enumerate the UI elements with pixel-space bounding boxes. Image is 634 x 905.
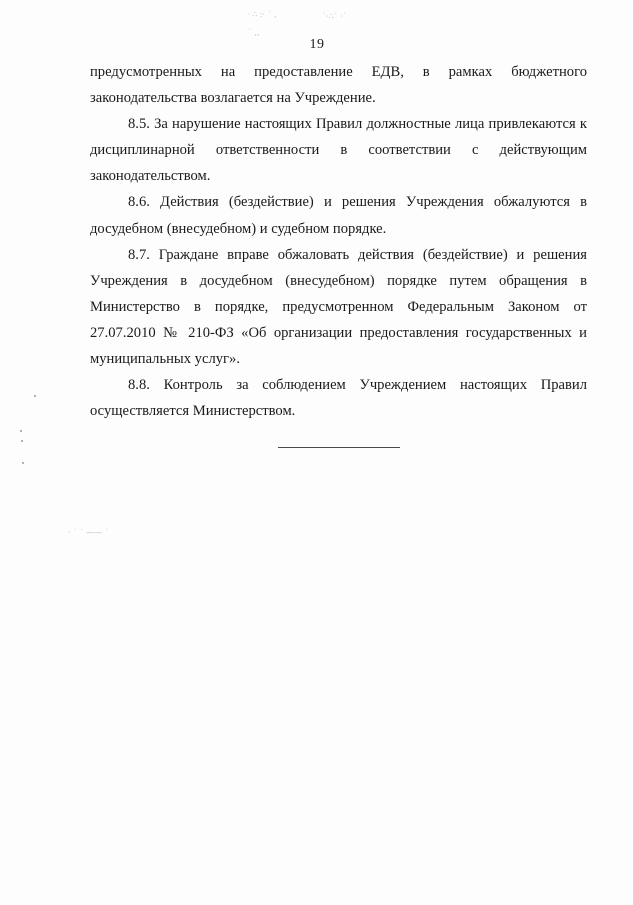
- end-divider-line: [278, 447, 400, 448]
- scan-speck: [22, 462, 24, 464]
- scan-artifact: · ˙ ˙ —— ˙: [68, 528, 109, 537]
- document-body: [90, 59, 587, 424]
- scan-artifact: ˙ ,,: [248, 28, 260, 37]
- scan-speck: [20, 430, 22, 432]
- paragraph-8-6: 8.6. Действия (бездействие) и решения Учреждения обжалуются в досудебном (внесудебном) и судебном порядке.: [90, 194, 587, 237]
- scan-artifact: ˙·∴˙ ·˙: [322, 12, 347, 21]
- paragraph-8-8: 8.8. Контроль за соблюдением Учреждением настоящих Правил осуществляется Министерством.: [90, 377, 587, 420]
- scan-speck: [34, 395, 36, 397]
- paragraph-8-5: 8.5. За нарушение настоящих Правил должностные лица привлекаются к дисциплинарной ответственности в соответствии с действующим законодательством.: [90, 116, 587, 185]
- paragraph-continuation: предусмотренных на предоставление ЕДВ, в рамках бюджетного законодательства возлагается на Учреждение.: [90, 64, 587, 107]
- paragraph-8-7: 8.7. Граждане вправе обжаловать действия (бездействие) и решения Учреждения в досудебном (внесудебном) порядке путем обращения в Министерство в порядке, предусмотренном Федеральным Законом от 27.07.2010 № 210-ФЗ «Об организации предоставления государственных и муниципальных услуг».: [90, 246, 587, 368]
- page-number: 19: [309, 37, 325, 52]
- scan-speck: [21, 440, 23, 442]
- scan-artifact: · ∴ :· ˙ ,: [247, 10, 277, 19]
